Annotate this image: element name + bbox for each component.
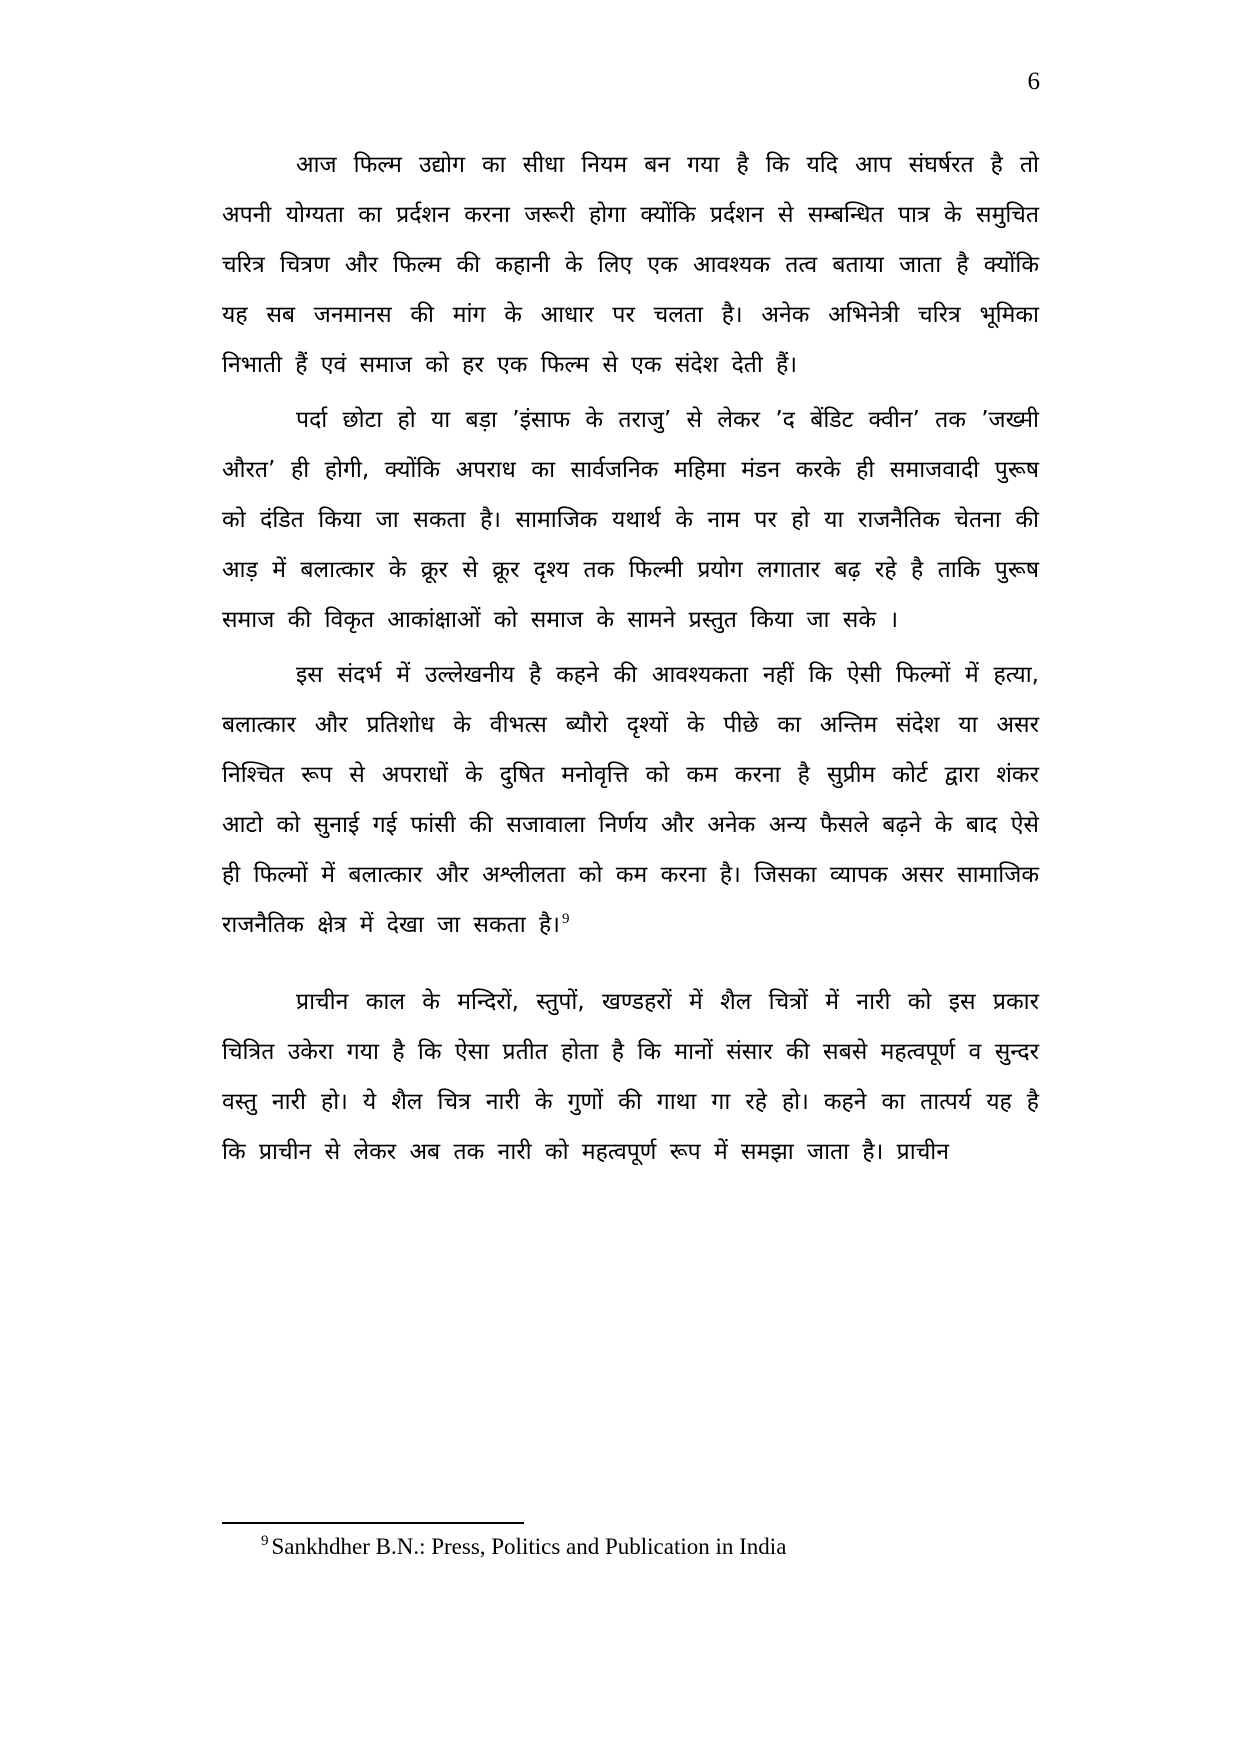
page-number: 6 — [1027, 68, 1040, 95]
paragraph-4-text: प्राचीन काल के मन्दिरों, स्तुपों, खण्डहरों में शैल चित्रों में नारी को इस प्रकार चित्रित उकेरा गया है कि ऐसा प्रतीत होता है कि मानों संसार की सबसे महत्वपूर्ण व सुन्दर वस्तु नारी हो। ये शैल चित्र नारी के गुणों की गाथा गा रहे हो। कहने का तात्पर्य यह है कि प्राचीन से लेकर अब तक नारी को महत्वपूर्ण रूप में समझा जाता है। प्राचीन — [222, 989, 1039, 1165]
footnote-text: Sankhdher B.N.: Press, Politics and Publication in India — [271, 1534, 787, 1559]
paragraph-2-text: पर्दा छोटा हो या बड़ा ’इंसाफ के तराजु’ से लेकर ’द बेंडिट क्वीन’ तक ’जख्मी औरत’ ही होगी, क्योंकि अपराध का सार्वजनिक महिमा मंडन करके ही समाजवादी पुरूष को दंडित किया जा सकता है। सामाजिक यथार्थ के नाम पर हो या राजनैतिक चेतना की आड़ में बलात्कार के क्रूर से क्रूर दृश्य तक फिल्मी प्रयोग लगातार बढ़ रहे है ताकि पुरूष समाज की विकृत आकांक्षाओं को समाज के सामने प्रस्तुत किया जा सके । — [222, 407, 1039, 633]
footnote-marker: 9 — [261, 1533, 269, 1550]
footnote-reference[interactable]: 9 — [561, 911, 570, 928]
paragraph-3 — [222, 650, 1039, 950]
footnote — [261, 1532, 786, 1562]
paragraph-2 — [222, 395, 1039, 645]
body-text — [222, 140, 1039, 1177]
footnote-divider — [222, 1522, 524, 1524]
paragraph-4 — [222, 977, 1039, 1177]
paragraph-1-text: आज फिल्म उद्योग का सीधा नियम बन गया है कि यदि आप संघर्षरत है तो अपनी योग्यता का प्रर्दशन करना जरूरी होगा क्योंकि प्रर्दशन से सम्बन्धित पात्र के समुचित चरित्र चित्रण और फिल्म की कहानी के लिए एक आवश्यक तत्व बताया जाता है क्योंकि यह सब जनमानस की मांग के आधार पर चलता है। अनेक अभिनेत्री चरित्र भूमिका निभाती हैं एवं समाज को हर एक फिल्म से एक संदेश देती हैं। — [222, 152, 1039, 378]
paragraph-3-text: इस संदर्भ में उल्लेखनीय है कहने की आवश्यकता नहीं कि ऐसी फिल्मों में हत्या, बलात्कार और प्रतिशोध के वीभत्स ब्यौरो दृश्यों के पीछे का अन्तिम संदेश या असर निश्चित रूप से अपराधों के दुषित मनोवृत्ति को कम करना है सुप्रीम कोर्ट द्वारा शंकर आटो को सुनाई गई फांसी की सजावाला निर्णय और अनेक अन्य फैसले बढ़ने के बाद ऐसे ही फिल्मों में बलात्कार और अश्लीलता को कम करना है। जिसका व्यापक असर सामाजिक राजनैतिक क्षेत्र में देखा जा सकता है। — [222, 662, 1039, 938]
paragraph-1 — [222, 140, 1039, 390]
